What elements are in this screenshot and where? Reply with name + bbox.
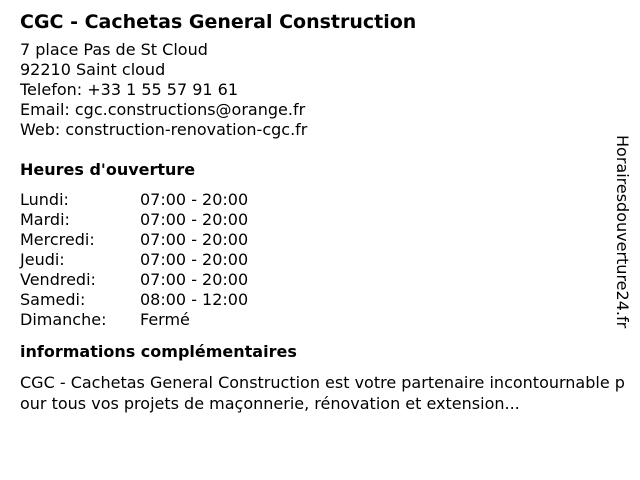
hours-table — [20, 190, 630, 330]
web-text: Web: construction-renovation-cgc.fr — [20, 120, 308, 139]
time-value: 07:00 - 20:00 — [140, 230, 249, 249]
hours-row-sunday — [20, 310, 630, 330]
hours-row-thursday — [20, 250, 630, 270]
info-text: CGC - Cachetas General Construction est votre partenaire incontournable pour tous vos projets de maçonnerie, rénovation et extension... — [20, 373, 625, 413]
time-value: Fermé — [140, 310, 190, 329]
day-label: Mardi: — [20, 210, 70, 229]
hours-heading: Heures d'ouverture — [20, 160, 196, 179]
day-label: Vendredi: — [20, 270, 96, 289]
info-heading: informations complémentaires — [20, 342, 297, 361]
day-label: Jeudi: — [20, 250, 65, 269]
day-label: Samedi: — [20, 290, 86, 309]
business-name: CGC - Cachetas General Construction — [20, 11, 417, 33]
hours-row-saturday — [20, 290, 630, 310]
time-value: 08:00 - 12:00 — [140, 290, 249, 309]
time-value: 07:00 - 20:00 — [140, 270, 249, 289]
day-label: Mercredi: — [20, 230, 95, 249]
phone-text: Telefon: +33 1 55 57 91 61 — [20, 80, 239, 99]
hours-row-friday — [20, 270, 630, 290]
hours-row-wednesday — [20, 230, 630, 250]
hours-row-monday — [20, 190, 630, 210]
day-label: Lundi: — [20, 190, 69, 209]
time-value: 07:00 - 20:00 — [140, 250, 249, 269]
business-card — [20, 8, 630, 414]
email-text: Email: cgc.constructions@orange.fr — [20, 100, 306, 119]
day-label: Dimanche: — [20, 310, 107, 329]
address-line-2: 92210 Saint cloud — [20, 60, 166, 79]
time-value: 07:00 - 20:00 — [140, 190, 249, 209]
site-watermark: Horairesdouverture24.fr — [613, 135, 632, 329]
address-line-1: 7 place Pas de St Cloud — [20, 40, 208, 59]
time-value: 07:00 - 20:00 — [140, 210, 249, 229]
hours-row-tuesday — [20, 210, 630, 230]
